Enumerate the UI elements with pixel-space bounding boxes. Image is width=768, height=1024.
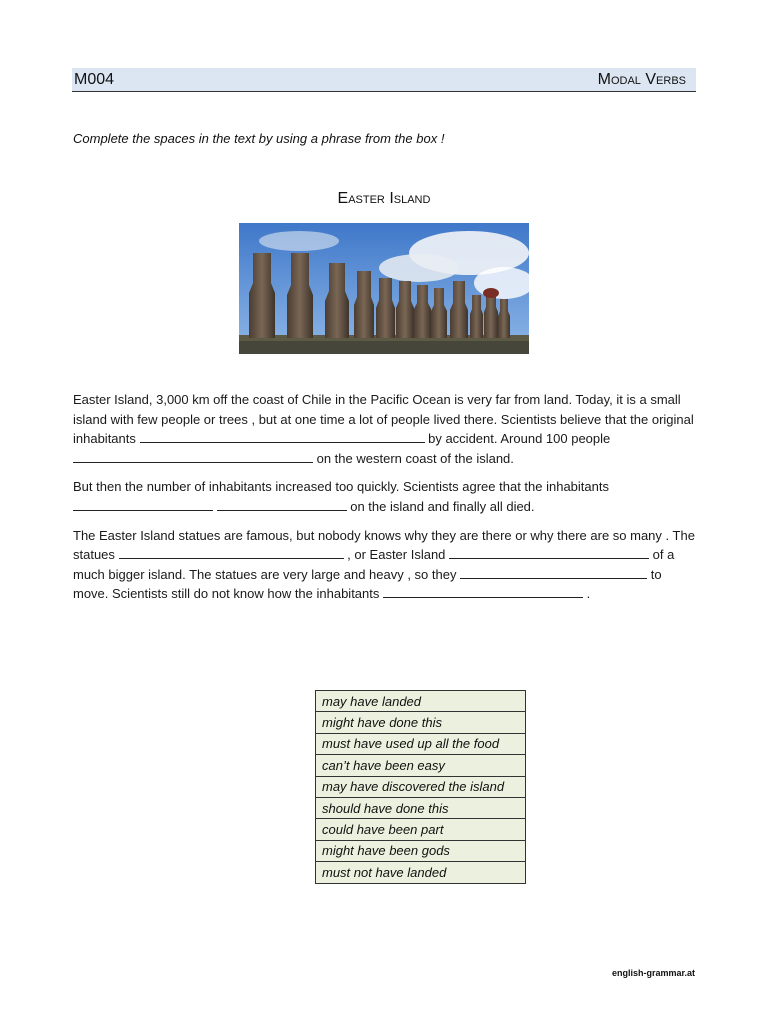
phrase-item: should have done this bbox=[316, 797, 526, 818]
phrase-row bbox=[316, 797, 526, 818]
phrase-row bbox=[316, 819, 526, 840]
phrase-box bbox=[315, 690, 526, 884]
phrase-item: may have landed bbox=[316, 691, 526, 712]
phrase-item: could have been part bbox=[316, 819, 526, 840]
phrase-item: may have discovered the island bbox=[316, 776, 526, 797]
phrase-item: must not have landed bbox=[316, 862, 526, 883]
phrase-item: might have done this bbox=[316, 712, 526, 733]
gap-2[interactable] bbox=[73, 450, 313, 463]
passage-paragraph-3: The Easter Island statues are famous, but nobody knows why they are there or why there are so many . The statues , or Easter Island of a much bigger island. The statues are very large and heavy , so they to move. Scientists still do not know how the inhabitants . bbox=[73, 527, 695, 602]
phrase-row bbox=[316, 733, 526, 754]
moai-statues-photo bbox=[239, 223, 529, 354]
gap-6[interactable] bbox=[460, 566, 647, 579]
page-header bbox=[72, 68, 696, 92]
footer-source: english-grammar.at bbox=[611, 968, 695, 978]
page-title: Easter Island bbox=[337, 190, 431, 207]
gap-3b[interactable] bbox=[217, 498, 347, 511]
phrase-row bbox=[316, 755, 526, 776]
gap-7[interactable] bbox=[383, 585, 583, 598]
gap-3a[interactable] bbox=[73, 498, 213, 511]
passage-paragraph-1: Easter Island, 3,000 km off the coast of Chile in the Pacific Ocean is very far from land. Today, it is a small island with few people or trees , but at one time a lot of people lived there. Scientists believe that the original inhabitants by accident. Around 100 people on the western coast of the island. bbox=[73, 392, 694, 466]
passage-paragraph-2: But then the number of inhabitants increased too quickly. Scientists agree that the inhabitants on the island and finally all died. bbox=[73, 479, 609, 514]
gap-4[interactable] bbox=[119, 546, 344, 559]
passage bbox=[73, 390, 698, 613]
phrase-row bbox=[316, 712, 526, 733]
phrase-row bbox=[316, 862, 526, 883]
phrase-item: can’t have been easy bbox=[316, 755, 526, 776]
phrase-row bbox=[316, 840, 526, 861]
worksheet-code: M004 bbox=[74, 70, 115, 88]
gap-1[interactable] bbox=[140, 430, 425, 443]
phrase-item: must have used up all the food bbox=[316, 733, 526, 754]
phrase-item: might have been gods bbox=[316, 840, 526, 861]
gap-5[interactable] bbox=[449, 546, 649, 559]
instruction-text: Complete the spaces in the text by using a phrase from the box ! bbox=[73, 131, 445, 146]
phrase-row bbox=[316, 691, 526, 712]
worksheet-topic: Modal Verbs bbox=[597, 70, 686, 88]
phrase-row bbox=[316, 776, 526, 797]
